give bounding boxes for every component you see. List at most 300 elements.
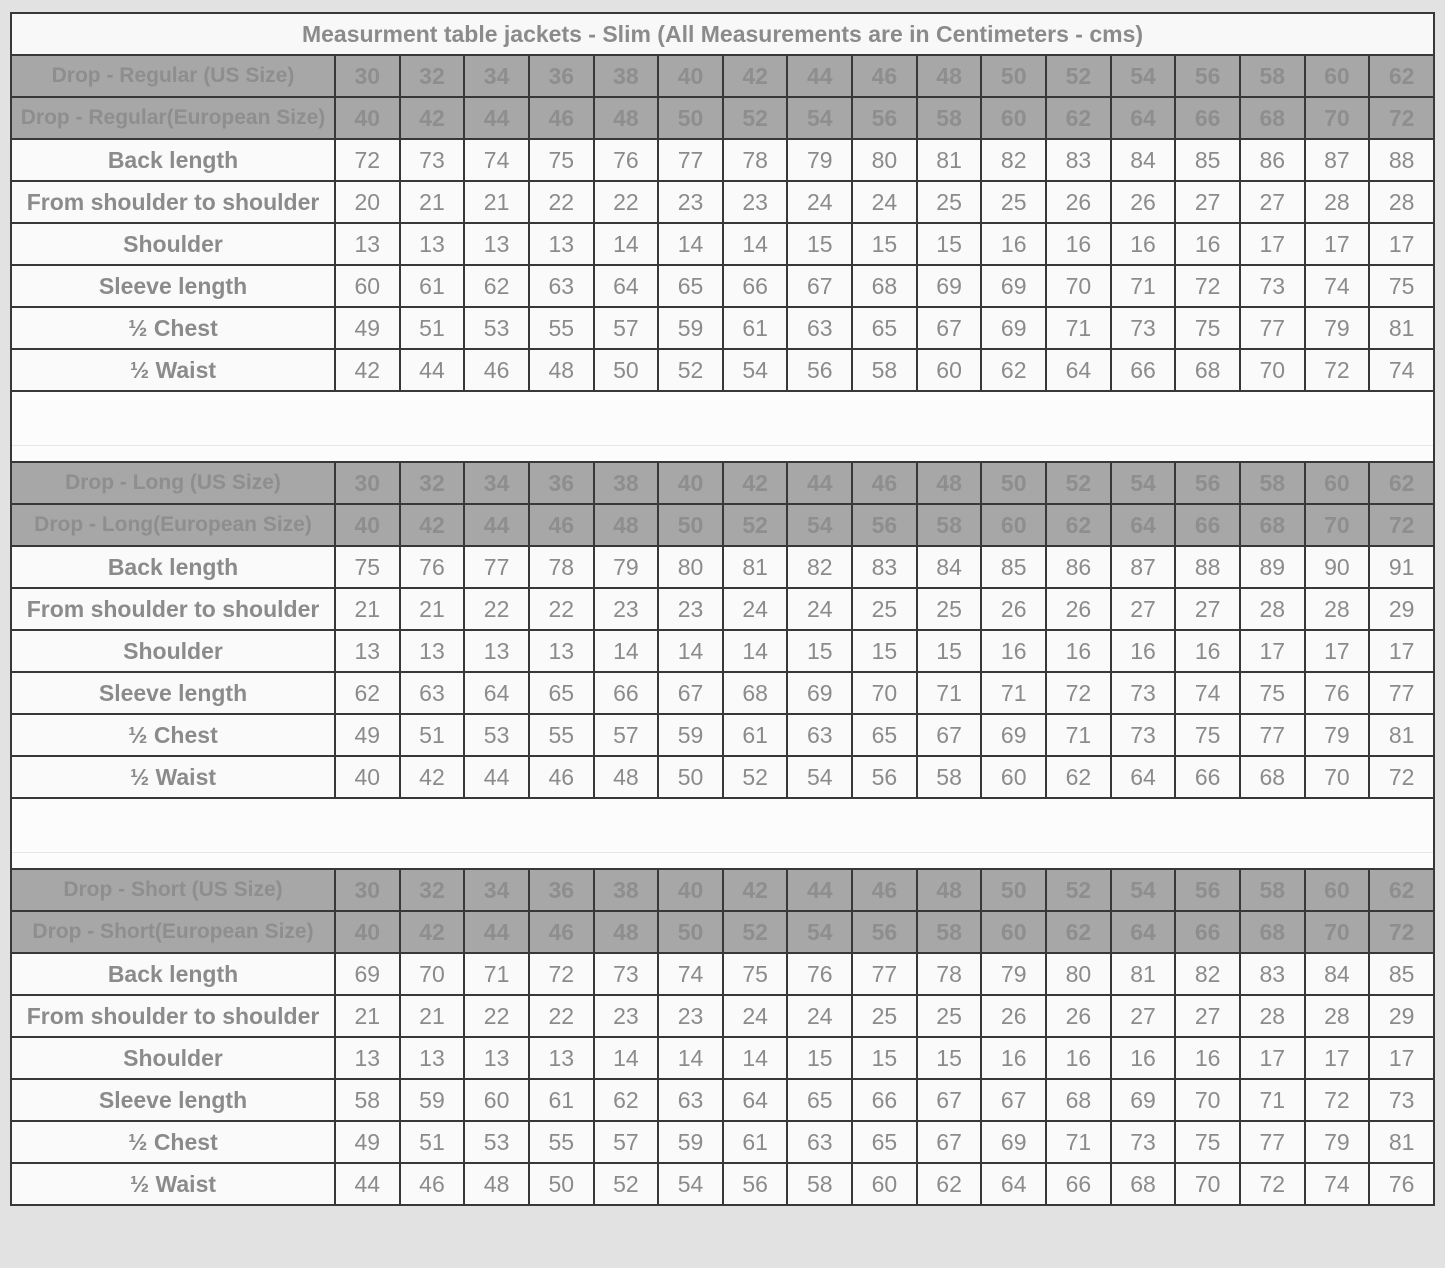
- size-row-us-regular-value: 42: [723, 55, 788, 97]
- measurement-row-long-label: ½ Chest: [11, 714, 335, 756]
- measurement-row-regular-value: 69: [917, 265, 982, 307]
- measurement-row-short-value: 44: [335, 1163, 400, 1205]
- measurement-row-short-value: 14: [723, 1037, 788, 1079]
- measurement-row-regular-value: 24: [852, 181, 917, 223]
- size-row-us-short-value: 46: [852, 869, 917, 911]
- measurement-row-short-value: 27: [1111, 995, 1176, 1037]
- measurement-row-regular-value: 62: [981, 349, 1046, 391]
- size-row-us-short-value: 58: [1240, 869, 1305, 911]
- measurement-row-short-value: 76: [1369, 1163, 1434, 1205]
- measurement-row-long-value: 75: [1175, 714, 1240, 756]
- measurement-row-short-value: 66: [1046, 1163, 1111, 1205]
- measurement-row-short-value: 67: [917, 1121, 982, 1163]
- measurement-row-regular-value: 48: [529, 349, 594, 391]
- measurement-row-long-value: 13: [529, 630, 594, 672]
- measurement-row-short-value: 81: [1369, 1121, 1434, 1163]
- measurement-row-regular-value: 50: [594, 349, 659, 391]
- measurement-row-long-value: 64: [464, 672, 529, 714]
- size-row-us-short-value: 48: [917, 869, 982, 911]
- measurement-row-long-value: 82: [787, 546, 852, 588]
- size-row-us-short-value: 56: [1175, 869, 1240, 911]
- measurement-row-regular-value: 23: [658, 181, 723, 223]
- size-row-us-short-value: 30: [335, 869, 400, 911]
- measurement-row-short-value: 21: [335, 995, 400, 1037]
- measurement-row-short-value: 25: [917, 995, 982, 1037]
- size-row-eu-regular: [11, 97, 1434, 139]
- measurement-row-long-value: 16: [1111, 630, 1176, 672]
- measurement-row-long-value: 91: [1369, 546, 1434, 588]
- measurement-row-regular-value: 44: [400, 349, 465, 391]
- spacer-divider: [12, 407, 1433, 446]
- measurement-row-short-value: 23: [658, 995, 723, 1037]
- measurement-row-short-value: 65: [787, 1079, 852, 1121]
- measurement-row-regular-value: 73: [1240, 265, 1305, 307]
- measurement-row-short-value: 70: [1175, 1079, 1240, 1121]
- measurement-row-long: [11, 672, 1434, 714]
- size-row-us-long-value: 40: [658, 462, 723, 504]
- measurement-row-regular-value: 17: [1369, 223, 1434, 265]
- measurement-row-regular-value: 81: [1369, 307, 1434, 349]
- size-row-us-short-value: 62: [1369, 869, 1434, 911]
- measurement-row-regular-value: 56: [787, 349, 852, 391]
- measurement-row-regular-value: 27: [1240, 181, 1305, 223]
- measurement-row-short-value: 60: [464, 1079, 529, 1121]
- size-chart-body: [11, 13, 1434, 1205]
- measurement-row-regular-value: 14: [723, 223, 788, 265]
- size-row-us-regular-value: 52: [1046, 55, 1111, 97]
- measurement-row-long-value: 90: [1305, 546, 1370, 588]
- measurement-row-short-value: 22: [529, 995, 594, 1037]
- size-row-us-short-label: Drop - Short (US Size): [11, 869, 335, 911]
- measurement-row-short-value: 70: [1175, 1163, 1240, 1205]
- size-row-eu-regular-value: 52: [723, 97, 788, 139]
- measurement-row-short-value: 78: [917, 953, 982, 995]
- section-spacer-2: [11, 798, 1434, 869]
- measurement-row-long-value: 83: [852, 546, 917, 588]
- measurement-row-short-value: 73: [1369, 1079, 1434, 1121]
- measurement-row-regular-label: Shoulder: [11, 223, 335, 265]
- size-row-us-short-value: 44: [787, 869, 852, 911]
- measurement-row-short-value: 28: [1240, 995, 1305, 1037]
- measurement-row-long-value: 21: [400, 588, 465, 630]
- measurement-row-short: [11, 1121, 1434, 1163]
- measurement-row-regular-value: 62: [464, 265, 529, 307]
- measurement-row-short-value: 16: [1111, 1037, 1176, 1079]
- measurement-row-regular-value: 74: [464, 139, 529, 181]
- measurement-row-long-value: 16: [981, 630, 1046, 672]
- measurement-row-regular-value: 16: [1111, 223, 1176, 265]
- measurement-row-long-value: 22: [464, 588, 529, 630]
- measurement-row-long-value: 27: [1175, 588, 1240, 630]
- measurement-row-short-value: 72: [1240, 1163, 1305, 1205]
- measurement-row-regular-value: 69: [981, 265, 1046, 307]
- size-row-eu-long-value: 46: [529, 504, 594, 546]
- size-row-us-long-value: 38: [594, 462, 659, 504]
- measurement-row-short-value: 69: [1111, 1079, 1176, 1121]
- size-row-us-short-value: 60: [1305, 869, 1370, 911]
- measurement-row-regular-value: 85: [1175, 139, 1240, 181]
- measurement-row-long-label: From shoulder to shoulder: [11, 588, 335, 630]
- measurement-row-regular-value: 70: [1046, 265, 1111, 307]
- size-row-eu-long: [11, 504, 1434, 546]
- size-row-us-short-value: 42: [723, 869, 788, 911]
- size-row-us-short-value: 52: [1046, 869, 1111, 911]
- measurement-row-regular-value: 13: [335, 223, 400, 265]
- measurement-row-regular-value: 78: [723, 139, 788, 181]
- measurement-row-short-label: ½ Waist: [11, 1163, 335, 1205]
- measurement-row-long-value: 22: [529, 588, 594, 630]
- size-row-eu-long-value: 44: [464, 504, 529, 546]
- measurement-row-long-value: 17: [1240, 630, 1305, 672]
- measurement-row-short-value: 21: [400, 995, 465, 1037]
- measurement-row-long-value: 66: [594, 672, 659, 714]
- measurement-row-regular-value: 59: [658, 307, 723, 349]
- measurement-row-long-value: 73: [1111, 714, 1176, 756]
- measurement-row-regular-value: 46: [464, 349, 529, 391]
- size-row-us-long: [11, 462, 1434, 504]
- measurement-row-regular-value: 79: [787, 139, 852, 181]
- measurement-row-long-value: 74: [1175, 672, 1240, 714]
- measurement-row-short-value: 58: [335, 1079, 400, 1121]
- size-row-eu-long-label: Drop - Long(European Size): [11, 504, 335, 546]
- measurement-row-regular-value: 57: [594, 307, 659, 349]
- measurement-row-short-value: 54: [658, 1163, 723, 1205]
- size-row-us-regular-value: 54: [1111, 55, 1176, 97]
- measurement-row-long-value: 71: [981, 672, 1046, 714]
- size-row-eu-short-value: 44: [464, 911, 529, 953]
- size-row-us-regular-value: 34: [464, 55, 529, 97]
- measurement-row-regular-value: 71: [1046, 307, 1111, 349]
- measurement-row-short-label: ½ Chest: [11, 1121, 335, 1163]
- measurement-row-regular-value: 65: [852, 307, 917, 349]
- size-row-us-short-value: 36: [529, 869, 594, 911]
- size-row-us-long-value: 62: [1369, 462, 1434, 504]
- size-row-eu-regular-value: 44: [464, 97, 529, 139]
- measurement-table: [10, 12, 1435, 1206]
- measurement-row-regular: [11, 139, 1434, 181]
- measurement-row-long-value: 44: [464, 756, 529, 798]
- measurement-row-short-label: Shoulder: [11, 1037, 335, 1079]
- measurement-row-long-value: 77: [1240, 714, 1305, 756]
- measurement-row-long-value: 60: [981, 756, 1046, 798]
- size-row-eu-short-value: 40: [335, 911, 400, 953]
- measurement-row-long-value: 88: [1175, 546, 1240, 588]
- measurement-row-long-value: 54: [787, 756, 852, 798]
- measurement-row-regular-value: 15: [852, 223, 917, 265]
- size-row-us-long-value: 34: [464, 462, 529, 504]
- size-row-us-regular-value: 46: [852, 55, 917, 97]
- measurement-row-long-value: 13: [335, 630, 400, 672]
- measurement-row-regular-value: 28: [1305, 181, 1370, 223]
- measurement-row-regular-value: 17: [1240, 223, 1305, 265]
- size-row-eu-regular-value: 54: [787, 97, 852, 139]
- measurement-row-short: [11, 953, 1434, 995]
- measurement-row-short-value: 71: [1240, 1079, 1305, 1121]
- size-row-us-regular-value: 30: [335, 55, 400, 97]
- measurement-row-long-value: 68: [723, 672, 788, 714]
- measurement-row-long-value: 78: [529, 546, 594, 588]
- measurement-row-short-value: 65: [852, 1121, 917, 1163]
- measurement-row-regular-value: 79: [1305, 307, 1370, 349]
- measurement-row-short-value: 52: [594, 1163, 659, 1205]
- size-row-eu-short-value: 56: [852, 911, 917, 953]
- measurement-row-long-value: 84: [917, 546, 982, 588]
- measurement-row-regular-value: 53: [464, 307, 529, 349]
- measurement-row-short-value: 72: [529, 953, 594, 995]
- measurement-row-regular-value: 72: [335, 139, 400, 181]
- size-row-us-long-label: Drop - Long (US Size): [11, 462, 335, 504]
- size-row-eu-short-value: 62: [1046, 911, 1111, 953]
- measurement-row-short-label: Sleeve length: [11, 1079, 335, 1121]
- measurement-row-long-value: 25: [917, 588, 982, 630]
- measurement-row-short-value: 27: [1175, 995, 1240, 1037]
- measurement-row-regular-value: 76: [594, 139, 659, 181]
- measurement-row-regular-value: 63: [529, 265, 594, 307]
- size-row-us-long-value: 58: [1240, 462, 1305, 504]
- measurement-row-short-value: 69: [981, 1121, 1046, 1163]
- size-row-eu-long-value: 66: [1175, 504, 1240, 546]
- measurement-row-short-value: 24: [787, 995, 852, 1037]
- measurement-row-regular-value: 72: [1175, 265, 1240, 307]
- measurement-row-regular-value: 22: [594, 181, 659, 223]
- size-row-eu-regular-label: Drop - Regular(European Size): [11, 97, 335, 139]
- measurement-row-regular-label: From shoulder to shoulder: [11, 181, 335, 223]
- measurement-row-regular-value: 74: [1369, 349, 1434, 391]
- size-row-eu-short-value: 52: [723, 911, 788, 953]
- measurement-row-long-value: 79: [1305, 714, 1370, 756]
- size-row-eu-regular-value: 50: [658, 97, 723, 139]
- size-row-us-regular-value: 36: [529, 55, 594, 97]
- measurement-row-long-value: 17: [1369, 630, 1434, 672]
- measurement-row-regular-value: 25: [981, 181, 1046, 223]
- measurement-row-long-value: 67: [917, 714, 982, 756]
- measurement-row-regular-value: 72: [1305, 349, 1370, 391]
- measurement-row-short-value: 13: [335, 1037, 400, 1079]
- measurement-row-regular-value: 58: [852, 349, 917, 391]
- measurement-row-long-value: 69: [787, 672, 852, 714]
- measurement-row-short: [11, 1163, 1434, 1205]
- size-row-us-long-value: 44: [787, 462, 852, 504]
- measurement-row-long-value: 61: [723, 714, 788, 756]
- measurement-row-short-value: 71: [1046, 1121, 1111, 1163]
- measurement-row-short-value: 73: [1111, 1121, 1176, 1163]
- measurement-row-regular-value: 77: [658, 139, 723, 181]
- measurement-row-short-value: 62: [594, 1079, 659, 1121]
- measurement-row-short-value: 64: [723, 1079, 788, 1121]
- measurement-row-short-value: 83: [1240, 953, 1305, 995]
- size-row-us-long-value: 46: [852, 462, 917, 504]
- size-row-eu-short-label: Drop - Short(European Size): [11, 911, 335, 953]
- measurement-row-short-value: 61: [529, 1079, 594, 1121]
- measurement-row-regular-value: 23: [723, 181, 788, 223]
- size-row-eu-short-value: 58: [917, 911, 982, 953]
- measurement-row-regular-value: 80: [852, 139, 917, 181]
- measurement-row-short-value: 28: [1305, 995, 1370, 1037]
- spacer-cell: [11, 391, 1434, 462]
- measurement-row-short-value: 68: [1111, 1163, 1176, 1205]
- measurement-row-regular-value: 75: [1369, 265, 1434, 307]
- measurement-row-long-value: 51: [400, 714, 465, 756]
- size-row-eu-regular-value: 60: [981, 97, 1046, 139]
- measurement-row-regular-value: 27: [1175, 181, 1240, 223]
- measurement-row-long-value: 14: [594, 630, 659, 672]
- measurement-row-regular-value: 64: [594, 265, 659, 307]
- size-row-eu-short-value: 64: [1111, 911, 1176, 953]
- measurement-row-short-value: 17: [1305, 1037, 1370, 1079]
- size-row-us-regular-value: 62: [1369, 55, 1434, 97]
- measurement-row-regular-value: 75: [529, 139, 594, 181]
- size-row-eu-regular-value: 70: [1305, 97, 1370, 139]
- measurement-row-long-value: 85: [981, 546, 1046, 588]
- measurement-row-regular-value: 86: [1240, 139, 1305, 181]
- measurement-row-short-value: 59: [658, 1121, 723, 1163]
- measurement-row-regular-value: 24: [787, 181, 852, 223]
- size-row-us-long-value: 54: [1111, 462, 1176, 504]
- size-row-us-regular-value: 50: [981, 55, 1046, 97]
- measurement-row-short-value: 67: [917, 1079, 982, 1121]
- size-row-eu-short-value: 46: [529, 911, 594, 953]
- measurement-row-short-value: 60: [852, 1163, 917, 1205]
- measurement-row-long-value: 21: [335, 588, 400, 630]
- measurement-row-regular-value: 52: [658, 349, 723, 391]
- measurement-row-long-value: 75: [1240, 672, 1305, 714]
- measurement-row-long-value: 55: [529, 714, 594, 756]
- size-row-eu-short-value: 68: [1240, 911, 1305, 953]
- size-row-eu-regular-value: 46: [529, 97, 594, 139]
- measurement-row-regular-value: 49: [335, 307, 400, 349]
- measurement-row-short-value: 57: [594, 1121, 659, 1163]
- measurement-row-long-value: 26: [1046, 588, 1111, 630]
- size-row-us-regular-value: 60: [1305, 55, 1370, 97]
- measurement-row-long-value: 15: [787, 630, 852, 672]
- size-row-eu-long-value: 62: [1046, 504, 1111, 546]
- measurement-row-long-label: Shoulder: [11, 630, 335, 672]
- measurement-row-short-value: 14: [594, 1037, 659, 1079]
- size-row-eu-regular-value: 58: [917, 97, 982, 139]
- measurement-row-regular-value: 66: [1111, 349, 1176, 391]
- measurement-row-long-value: 49: [335, 714, 400, 756]
- measurement-row-short-value: 56: [723, 1163, 788, 1205]
- measurement-row-short-value: 61: [723, 1121, 788, 1163]
- measurement-row-regular-value: 13: [464, 223, 529, 265]
- measurement-row-short-value: 75: [723, 953, 788, 995]
- measurement-row-short-value: 76: [787, 953, 852, 995]
- measurement-row-short-label: Back length: [11, 953, 335, 995]
- measurement-row-regular-value: 26: [1046, 181, 1111, 223]
- size-row-eu-long-value: 54: [787, 504, 852, 546]
- measurement-row-regular-value: 88: [1369, 139, 1434, 181]
- measurement-row-short-value: 49: [335, 1121, 400, 1163]
- measurement-row-short-value: 16: [1175, 1037, 1240, 1079]
- measurement-row-short-value: 58: [787, 1163, 852, 1205]
- size-row-us-long-value: 42: [723, 462, 788, 504]
- measurement-row-long-value: 23: [658, 588, 723, 630]
- size-row-us-long-value: 30: [335, 462, 400, 504]
- measurement-row-long-value: 79: [594, 546, 659, 588]
- measurement-row-long-value: 56: [852, 756, 917, 798]
- measurement-row-regular-value: 22: [529, 181, 594, 223]
- measurement-row-regular-value: 70: [1240, 349, 1305, 391]
- measurement-row-long-value: 72: [1046, 672, 1111, 714]
- size-row-us-regular-value: 38: [594, 55, 659, 97]
- measurement-row-short-value: 15: [787, 1037, 852, 1079]
- title-row: [11, 13, 1434, 55]
- measurement-row-short-value: 13: [464, 1037, 529, 1079]
- size-row-eu-long-value: 70: [1305, 504, 1370, 546]
- measurement-row-regular-value: 83: [1046, 139, 1111, 181]
- measurement-row-short-value: 82: [1175, 953, 1240, 995]
- measurement-row-long-value: 65: [852, 714, 917, 756]
- size-row-eu-long-value: 40: [335, 504, 400, 546]
- measurement-row-long-value: 58: [917, 756, 982, 798]
- measurement-row-regular-value: 13: [529, 223, 594, 265]
- measurement-row-regular-label: Back length: [11, 139, 335, 181]
- measurement-row-short-value: 69: [335, 953, 400, 995]
- measurement-row-regular-value: 67: [917, 307, 982, 349]
- measurement-row-short-value: 51: [400, 1121, 465, 1163]
- measurement-row-long-value: 46: [529, 756, 594, 798]
- measurement-row-short-value: 53: [464, 1121, 529, 1163]
- measurement-row-regular-value: 20: [335, 181, 400, 223]
- measurement-row-long-value: 52: [723, 756, 788, 798]
- size-row-us-short-value: 50: [981, 869, 1046, 911]
- size-row-us-long-value: 56: [1175, 462, 1240, 504]
- measurement-row-regular-value: 16: [981, 223, 1046, 265]
- measurement-row-regular-value: 16: [1046, 223, 1111, 265]
- measurement-row-regular: [11, 223, 1434, 265]
- size-row-eu-long-value: 42: [400, 504, 465, 546]
- measurement-row-long-value: 64: [1111, 756, 1176, 798]
- size-row-eu-short: [11, 911, 1434, 953]
- size-row-us-regular-value: 44: [787, 55, 852, 97]
- measurement-row-regular: [11, 181, 1434, 223]
- size-row-us-regular-value: 48: [917, 55, 982, 97]
- measurement-row-long: [11, 546, 1434, 588]
- measurement-row-short-value: 62: [917, 1163, 982, 1205]
- measurement-row-long-value: 87: [1111, 546, 1176, 588]
- measurement-row-short: [11, 1037, 1434, 1079]
- measurement-row-regular-label: ½ Waist: [11, 349, 335, 391]
- measurement-row-long: [11, 756, 1434, 798]
- size-row-eu-short-value: 42: [400, 911, 465, 953]
- size-row-eu-short-value: 66: [1175, 911, 1240, 953]
- size-row-eu-short-value: 50: [658, 911, 723, 953]
- size-row-eu-regular-value: 68: [1240, 97, 1305, 139]
- measurement-row-regular-label: Sleeve length: [11, 265, 335, 307]
- measurement-row-long: [11, 588, 1434, 630]
- size-row-us-short-value: 38: [594, 869, 659, 911]
- measurement-row-regular-value: 26: [1111, 181, 1176, 223]
- measurement-row-short-value: 85: [1369, 953, 1434, 995]
- measurement-row-regular-value: 73: [400, 139, 465, 181]
- spacer-divider: [12, 814, 1433, 853]
- measurement-row-regular-value: 68: [852, 265, 917, 307]
- size-row-eu-regular-value: 64: [1111, 97, 1176, 139]
- measurement-row-long: [11, 714, 1434, 756]
- measurement-row-short-value: 15: [917, 1037, 982, 1079]
- measurement-row-regular-label: ½ Chest: [11, 307, 335, 349]
- measurement-row-long-value: 63: [787, 714, 852, 756]
- measurement-row-regular-value: 66: [723, 265, 788, 307]
- measurement-row-long-value: 26: [981, 588, 1046, 630]
- size-row-eu-regular-value: 42: [400, 97, 465, 139]
- measurement-row-long-value: 71: [917, 672, 982, 714]
- measurement-row-long-value: 73: [1111, 672, 1176, 714]
- measurement-row-short-value: 72: [1305, 1079, 1370, 1121]
- measurement-row-long-value: 72: [1369, 756, 1434, 798]
- measurement-row-regular-value: 60: [917, 349, 982, 391]
- measurement-row-long-value: 70: [852, 672, 917, 714]
